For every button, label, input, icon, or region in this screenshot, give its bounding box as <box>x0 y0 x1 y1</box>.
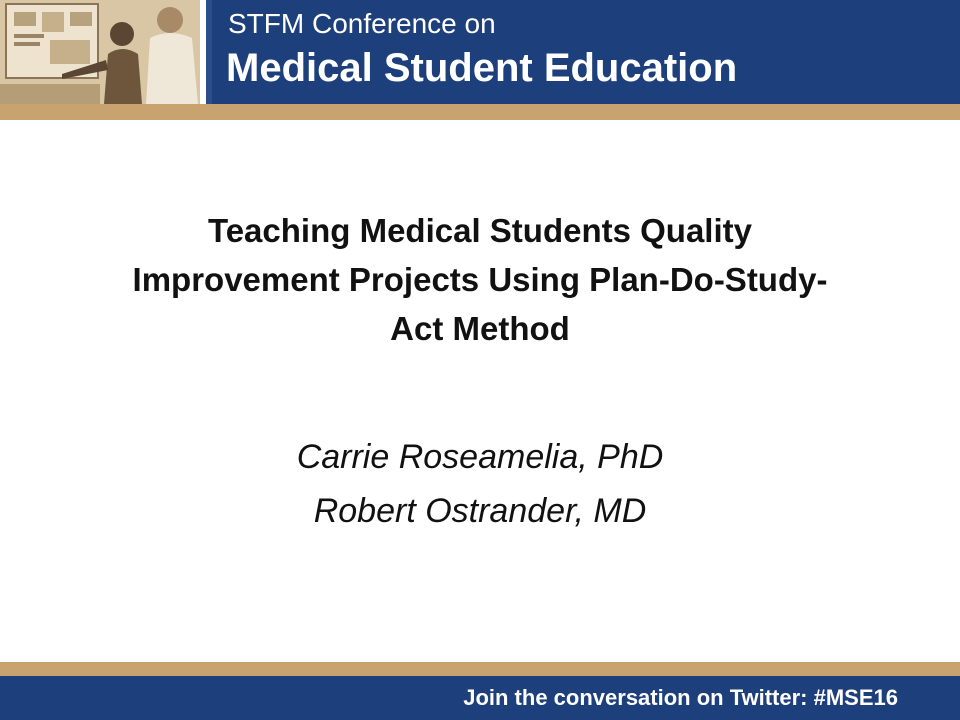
poster-session-illustration <box>0 0 200 104</box>
author-name: Carrie Roseamelia, PhD <box>296 438 664 476</box>
slide-title <box>40 206 920 353</box>
author-name: Robert Ostrander, MD <box>313 492 647 530</box>
poster-session-photo <box>0 0 200 104</box>
footer-banner <box>0 676 960 720</box>
conference-name-line2: Medical Student Education <box>226 46 738 90</box>
title-line: Teaching Medical Students Quality <box>208 212 752 249</box>
conference-name-line1: STFM Conference on <box>228 8 496 39</box>
conference-header-banner <box>0 0 960 104</box>
title-line: Improvement Projects Using Plan-Do-Study- <box>132 261 828 298</box>
title-line: Act Method <box>390 310 570 347</box>
header-divider-blue <box>206 0 212 104</box>
header-accent-bar <box>0 104 960 120</box>
footer-accent-bar <box>0 662 960 676</box>
author-list <box>0 430 960 538</box>
twitter-hashtag-text: Join the conversation on Twitter: #MSE16 <box>463 685 898 710</box>
